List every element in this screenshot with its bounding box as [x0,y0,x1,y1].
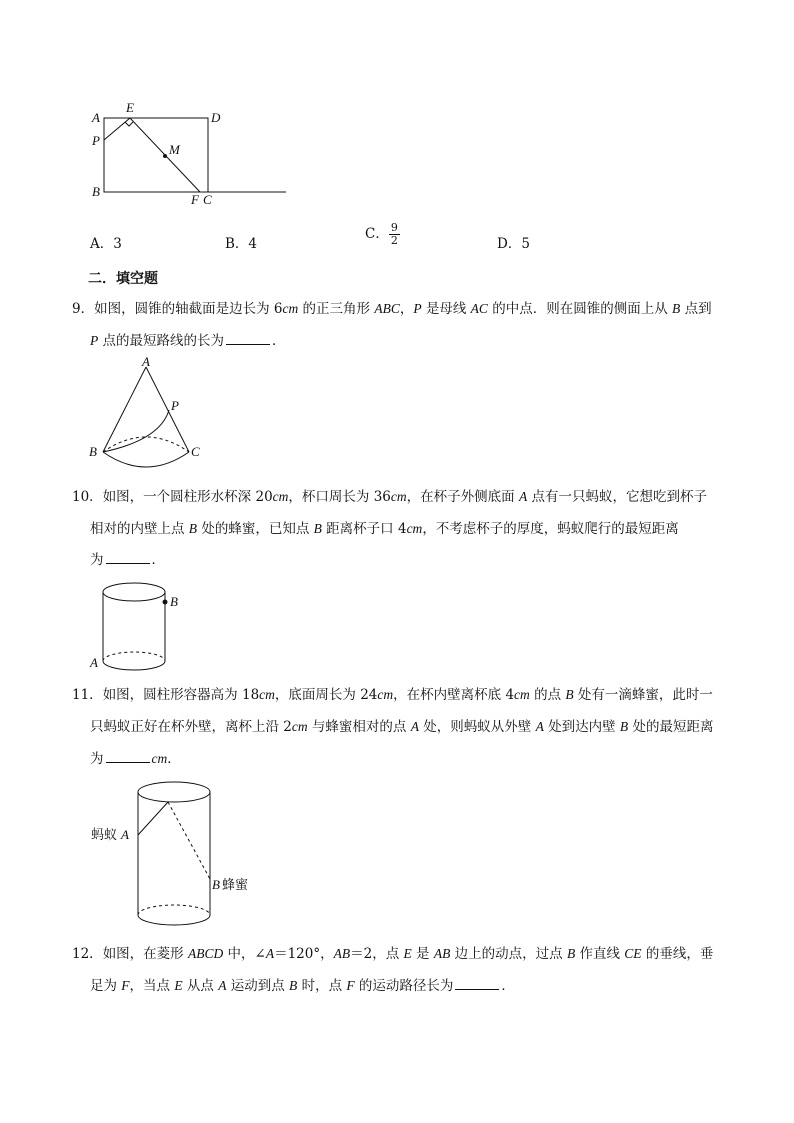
figure-cylinder-cup [85,575,195,675]
text-q10-t2: ，杯口周长为 36 [288,489,391,505]
text-q10-t3: ，在杯子外侧底面 [406,489,519,505]
cone-edge-ab [103,367,146,452]
text-q12-v2: A [265,946,275,961]
text-q9-v4: B [672,301,681,316]
q12-number: 12． [72,946,103,962]
cone-base-back [103,437,189,452]
text-q9-v2: P [413,301,422,316]
text-q11-t3: ，在杯内壁离杯底 4 [393,687,515,703]
text-q11-v2: A [410,719,419,734]
text-q12-t4: ＝2，点 [350,946,404,962]
text-q12-v11: B [289,978,298,993]
text-q12-t7: 作直线 [575,946,625,962]
cone-label-b: B [89,444,97,459]
text-q11-u5: cm [151,751,168,766]
text-q11-v4: B [619,719,629,734]
label-m: M [169,142,180,157]
text-q12-v7: CE [624,946,642,961]
text-q9-t2: 的正三角形 [298,301,375,317]
text-q10-t1: 如图，一个圆柱形水杯深 20 [102,489,273,505]
option-a: A．3 [90,236,122,252]
text-q12-t11: 从点 [182,978,219,994]
section-title: 二．填空题 [88,271,158,287]
text-q9-t1: 如图，圆锥的轴截面是边长为 6 [94,301,283,317]
text-q10-t4: 点有一只蚂蚁，它想吃到杯子 [527,489,707,505]
rectangle-abcd [104,118,208,192]
text-q10-v1: A [518,489,528,504]
text-q10-v3: B [313,521,322,536]
label-c: C [203,192,212,207]
text-q12-t9: 足为 [90,978,122,994]
right-angle-mark [125,122,133,126]
text-q10-t8: ，不考虑杯子的厚度，蚂蚁爬行的最短距离 [422,521,679,537]
cone-label-c: C [191,444,200,459]
question-10 [72,481,732,576]
text-q9-u1: cm [282,301,299,316]
container-bottom-back [138,905,210,915]
fraction-nine-halves [389,222,400,247]
answer-blank-9[interactable] [226,330,270,345]
text-q11-u2: cm [377,687,394,702]
cone-edge-ac [146,367,189,452]
text-q11-u3: cm [514,687,530,702]
text-q11-t5: 处有一滴蜂蜜，此时一 [573,687,713,703]
text-q11-t9: 处到达内壁 [543,719,620,735]
option-c-prefix: C． [365,226,389,242]
option-b: B．4 [225,236,258,252]
label-ant: 蚂蚁 [91,828,118,843]
text-q9-t5: 的中点．则在圆锥的侧面上从 [487,301,673,317]
text-q9-v1: ABC [374,301,400,316]
text-q12-t14: 的运动路径长为 [354,978,454,994]
container-label-b: B [212,877,220,892]
text-q12-t5: 是 [411,946,434,962]
text-q10-v2: B [188,521,198,536]
text-q11-t1: 如图，圆柱形容器高为 18 [102,687,260,703]
q10-number: 10． [72,489,103,505]
text-q12-v8: F [121,978,130,993]
outer-path-a-to-rim [138,802,168,835]
cup-bottom-back [103,652,165,661]
text-q12-v1: ABCD [187,946,224,961]
question-12 [72,938,732,1002]
answer-blank-11[interactable] [106,748,150,763]
figure-cone [85,355,215,475]
text-q11-t7: 与蜂蜜相对的点 [307,719,411,735]
option-c [365,222,400,247]
text-q10-t6: 处的蜂蜜，已知点 [197,521,314,537]
text-q11-v1: B [565,687,574,702]
text-q11-end: ． [167,751,181,767]
text-q12-v10: A [218,978,227,993]
label-e: E [126,100,134,115]
text-q11-u1: cm [259,687,275,702]
text-q12-t3: ＝120°， [274,946,334,962]
text-q10-end: ． [151,552,165,568]
text-q9-t3: ， [399,301,414,317]
text-q11-t11: 为 [90,751,104,767]
text-q10-u3: cm [406,521,423,536]
text-q12-v4: E [403,946,412,961]
label-honey: 蜂蜜 [222,878,249,893]
inner-path-rim-to-b [168,802,210,879]
text-q10-t9: 为 [90,552,104,568]
text-q12-t10: ，当点 [129,978,175,994]
text-q12-v5: AB [433,946,451,961]
text-q11-t8: 处，则蚂蚁从外壁 [418,719,536,735]
text-q10-t7: 距离杯子口 4 [321,521,407,537]
text-q11-v3: A [535,719,544,734]
cone-label-p: P [171,398,179,413]
text-q9-t4: 是母线 [421,301,471,317]
text-q9-end: ． [272,333,286,349]
container-label-a: A [121,827,129,842]
text-q9-t7: 点的最短路线的长为 [98,333,225,349]
text-q12-end: ． [501,978,515,994]
text-q12-v6: B [566,946,576,961]
text-q12-t12: 运动到点 [226,978,290,994]
shortest-path-bp [103,410,169,452]
text-q12-t13: 时，点 [297,978,347,994]
text-q9-v5: P [90,333,99,348]
text-q9-t6: 点到 [680,301,712,317]
cup-top-ellipse [103,583,165,601]
figure-cylinder-container [88,775,268,935]
text-q9-v3: AC [470,301,488,316]
text-q12-t2: 中，∠ [223,946,266,962]
question-11 [72,679,732,775]
container-bottom-front [138,915,210,925]
fraction-denominator: 2 [390,234,398,247]
text-q12-t8: 的垂线，垂 [641,946,714,962]
text-q11-t2: ，底面周长为 24 [274,687,378,703]
label-b: B [92,184,100,199]
label-d: D [211,110,221,125]
q9-number: 9． [72,301,95,317]
fraction-numerator: 9 [390,221,398,234]
label-a: A [92,110,100,125]
answer-blank-12[interactable] [455,975,499,990]
text-q11-t4: 的点 [529,687,566,703]
question-9 [72,293,732,357]
text-q12-v3: AB [333,946,351,961]
label-f: F [191,192,199,207]
container-top-ellipse [138,782,210,802]
text-q11-t6: 只蚂蚁正好在杯外壁，离杯上沿 2 [90,719,292,735]
text-q10-u2: cm [390,489,407,504]
text-q11-u4: cm [291,719,308,734]
text-q12-t6: 边上的动点，过点 [450,946,567,962]
segment-pe [104,118,130,140]
text-q10-t5: 相对的内壁上点 [90,521,189,537]
cone-base-front [103,452,189,467]
figure-rectangle-abcd [80,100,300,210]
answer-blank-10[interactable] [106,549,150,564]
label-p: P [92,133,100,148]
option-d: D．5 [497,236,530,252]
text-q12-v12: F [346,978,355,993]
q11-number: 11． [72,687,103,703]
text-q12-v9: E [174,978,183,993]
text-q12-t1: 如图，在菱形 [102,946,188,962]
cup-bottom-front [103,661,165,670]
point-b-honey [163,600,168,605]
text-q10-u1: cm [272,489,289,504]
cup-label-a: A [90,655,98,670]
point-m [163,154,167,158]
text-q11-t10: 处的最短距离 [628,719,714,735]
cup-label-b: B [170,594,178,609]
cone-label-a: A [142,355,150,369]
